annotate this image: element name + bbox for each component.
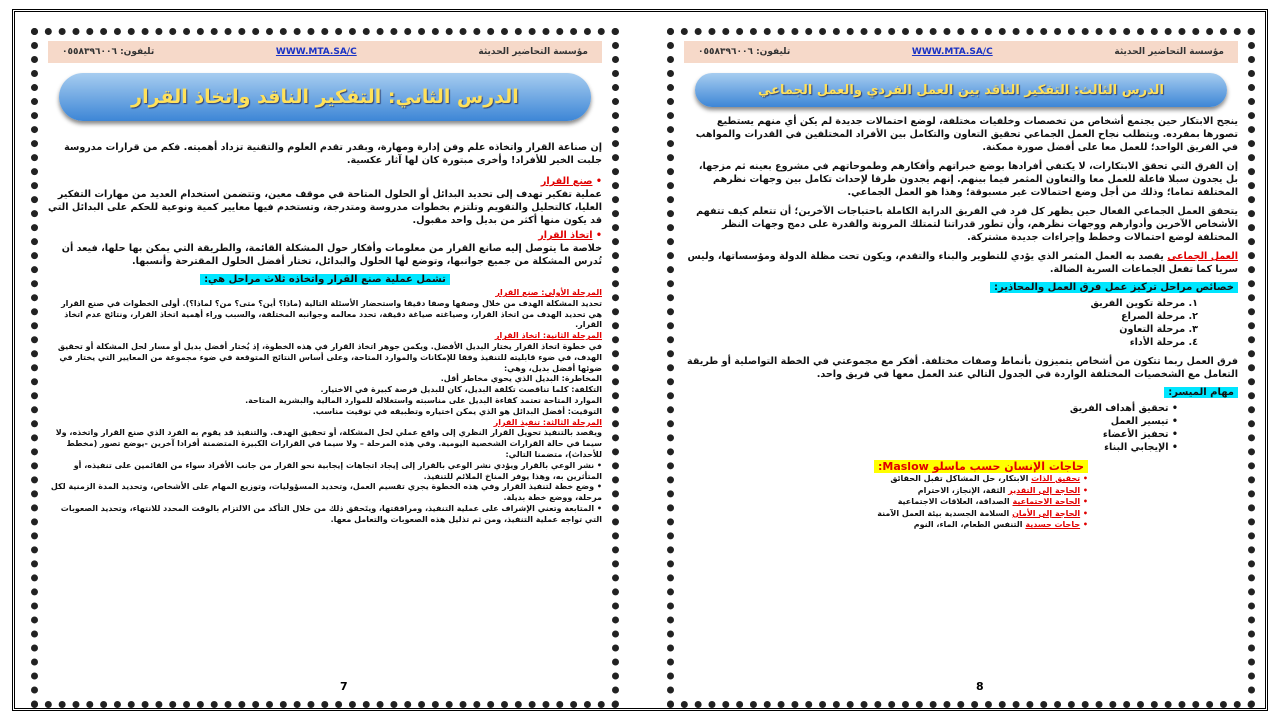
maslow-text: الابتكار، حل المشاكل تقبل الحقائق [890, 474, 1029, 483]
maslow-text: السلامة الجسدية بيئة العمل الآمنة [877, 508, 1010, 518]
maslow-list [684, 473, 1088, 531]
list-item-text: الإيجابي البناء [1104, 442, 1169, 453]
bullet-icon: • [594, 503, 602, 513]
lesson-title-banner [695, 73, 1227, 107]
definition-text: يقصد به العمل المثمر الذي يؤدي للتطوير والبناء والتقدم، ويكون تحت مظلة الدولة ومؤسساتها، وليس سريا كما تفعل الجماعات السرية الضالة. [687, 251, 1238, 275]
page-header [684, 41, 1238, 63]
bullet-icon: • [594, 460, 602, 470]
slide [12, 9, 1268, 711]
stages-heading: خصائص مراحل تركيز عمل فرق العمل والمحاذير: [990, 282, 1238, 293]
paragraph: ينجح الابتكار حين يجتمع أشخاص من تخصصات وخلفيات مختلفة، لوضع احتمالات جديدة لم يكن أي منهم يستطيع تصورها بمفرده. ويتطلب نجاح العمل الجماعي تحقيق التعاون والتكامل بين الأفراد المختلفين في القدرات والمواهب في الفريق الواحد؛ للعمل معا على أفضل صورة ممكنة. [695, 116, 1238, 153]
list-item-text: تحفيز الأعضاء [1102, 429, 1169, 440]
decision-making-text: عملية تفكير تهدف إلى تحديد البدائل أو الحلول المتاحة في موقف معين، وتتضمن استخدام العديد من مهارات التفكير العليا، كالتحليل والتقويم وتلتزم بخطوات مدروسة ومتدرجة، وتستخدم فيها معايير كمية ونوعية للحكم على البدائل التي قد يكون منها أكثر من بديل واحد مقبول. [48, 189, 602, 226]
bullet-icon: • [1080, 485, 1088, 495]
stage2-text: في خطوة اتخاذ القرار يختار البديل الأفضل. ويكمن جوهر اتخاذ القرار في هذه الخطوة، إذ يُختار أفضل بديل أو مسار لحل المشكلة أو تحقيق الهدف، في ضوء قابليته للتنفيذ وفقا للإمكانات والموارد المتاحة، وعلى أساس النتائج المتوقعة في ضوء مجموعة من المعايير التي يختار في ضوئها أفضل بديل، وهي: [57, 341, 602, 373]
list-item [684, 428, 1178, 441]
website-link[interactable]: WWW.MTA.SA/C [275, 47, 357, 57]
page-8 [667, 28, 1255, 708]
stages-list [684, 297, 1198, 349]
bullet-icon: • [594, 482, 602, 492]
stage3-bullet [48, 482, 602, 504]
stage3-text: ويقصد بالتنفيذ تحويل القرار النظري إلى واقع عملي لحل المشكلة، أو تحقيق الهدف. والتنفيذ قد يقوم به الفرد الذي صنع القرار واتخذه، ولا سيما في حالة القرارات الشخصية اليومية. وفي هذه المرحلة – ولا سيما في القرارات الكبيرة المتضمنة أفرادا آخرين -يوضع تصور (مخطط للأحداث)، متضمنا التالي: [55, 428, 602, 459]
maslow-text: الثقة، الإنجاز، الاحترام [917, 485, 1006, 495]
bullet-icon: • [1168, 429, 1178, 440]
criterion-item: المخاطرة: البديل الذي يحوي مخاطر أقل. [440, 374, 602, 384]
maslow-term: تحقيق الذات [1031, 474, 1081, 483]
bullet-icon: • [1080, 508, 1088, 518]
maslow-item [684, 473, 1088, 485]
list-item: ١. مرحلة تكوين الفريق [1090, 298, 1198, 309]
lesson-title-banner [59, 73, 591, 121]
definition-term: العمل الجماعي [1167, 251, 1238, 262]
lesson-title: الدرس الثالث: التفكير الناقد بين العمل الفردي والعمل الجماعي [757, 82, 1164, 98]
stage3-bullet [48, 461, 602, 483]
stage1-title: المرحلة الأولى: صنع القرار [495, 288, 602, 297]
org-name: مؤسسة التحاضير الحديثة [478, 47, 588, 57]
maslow-term: الحاجة إلى التقدير [1008, 485, 1081, 495]
stage2-title: المرحلة الثانية: اتخاذ القرار [494, 331, 602, 341]
org-name: مؤسسة التحاضير الحديثة [1114, 47, 1224, 57]
website-link[interactable]: WWW.MTA.SA/C [911, 47, 993, 57]
tasks-list [684, 402, 1178, 454]
paragraph: إن الفرق التي تحقق الابتكارات، لا يكتفي أفرادها بوضع خبراتهم وأفكارهم وطموحاتهم في مشروع بعينه ثم مزجها، بل يجدون سبلا فاعلة للعمل معا والتعاون المثمر فيما بينهم. إنهم يجدون طرقا لإحداث تكامل بين وجهات نظرهم المختلفة تماما؛ وذلك من أجل وضع احتمالات غير مسبوقة؛ وهذا هو العمل الجماعي. [698, 161, 1238, 198]
bullet-icon: • [595, 230, 602, 241]
stage3-title: المرحلة الثالثة: تنفيذ القرار [493, 417, 602, 427]
bullet-icon: • [1080, 474, 1088, 483]
maslow-heading: حاجات الإنسان حسب ماسلو Maslow: [874, 460, 1088, 473]
stage3-bullet-text: نشر الوعي بالقرار ويؤدي نشر الوعي بالقرار إلى إيجاد اتجاهات إيجابية نحو القرار من جانب الأفراد سواء من القائمين على تنفيذه، أو المتأثرين به، وهذا يوفر المناخ الملائم للتنفيذ. [73, 460, 602, 481]
maslow-term: حاجات جسدية [1025, 520, 1081, 529]
maslow-term: الحاجة إلى الأمان [1012, 508, 1081, 518]
bullet-icon: • [1168, 416, 1178, 427]
paragraph: يتحقق العمل الجماعي الفعال حين يظهر كل فرد في الفريق الدراية الكاملة باحتياجات الآخرين؛ أن تتعلم كيف تتفهم الأشخاص الآخرين وأدوارهم ووجهات نظرهم، وأن تطور قدراتنا لتمتلك المرونة والقدرة على دمج وجهات النظر المختلفة لوضع احتمالات وخطط وإجراءات جديدة مشتركة. [696, 206, 1238, 243]
criterion-item: التكلفة: كلما تناقصت تكلفة البديل، كان للبديل فرصة كبيرة في الاختيار. [320, 385, 602, 395]
stages-heading: تشمل عملية صنع القرار واتخاذه ثلاث مراحل هي: [200, 274, 450, 285]
phone-number: تليفون: ٠٥٥٨٣٩٦٠٠٦ [62, 47, 155, 57]
lesson-title: الدرس الثاني: التفكير الناقد واتخاذ القرار [131, 86, 519, 108]
phone-number: تليفون: ٠٥٥٨٣٩٦٠٠٦ [698, 47, 791, 57]
intro-paragraph: إن صناعة القرار واتخاذه علم وفن إدارة ومهارة، وبقدر تقدم العلوم والتقنية تزداد أهميته. فكم من قرارات مدروسة جلبت الخير للأفراد! وأخرى مبتورة كان لها آثار عكسية. [64, 142, 602, 166]
stage1-text: تحديد المشكلة الهدف من خلال وصفها وصفا دقيقا واستحضار الأسئلة التالية (ماذا؟ أين؟ متى؟ من؟ لماذا؟). أولى الخطوات في صنع القرار هي تحديد الهدف من اتخاذ القرار، وصياغته صياغة دقيقة، تحدد معالمه وجوانبه المختلفة، والسبب وراء أهمية اتخاذ القرار، ونتائج عدم اتخاذ القرار. [61, 298, 602, 330]
page-header [48, 41, 602, 63]
list-item: ٤. مرحلة الأداء [1129, 337, 1198, 348]
bullet-icon: • [1080, 497, 1088, 506]
tasks-heading: مهام الميسر: [1164, 387, 1238, 398]
list-item [684, 441, 1178, 454]
maslow-term: الحاجة الاجتماعية [1012, 497, 1081, 506]
decision-taking-text: خلاصة ما يتوصل إليه صانع القرار من معلومات وأفكار حول المشكلة القائمة، والطريقة التي يمكن بها حلها، فيعد أن تُدرس المشكلة من جميع جوانبها، وتوضع لها الحلول والبدائل، تختار أفضل الحلول المقترحة وأنسبها. [61, 243, 602, 267]
stage3-bullet-text: المتابعة وتعني الإشراف على عملية التنفيذ، ومرافقتها، ويتَحقق ذلك من خلال التأكد من الالتزام بالوقت المحدد للانتهاء، وتحديد الصعوبات التي تواجه عملية التنفيذ، ومن ثم تذليل هذه الصعوبات والتعامل معها. [60, 503, 602, 524]
maslow-item [684, 508, 1088, 520]
maslow-text: الصداقة، العلاقات الاجتماعية [897, 497, 1010, 506]
criterion-item: التوقيت: أفضل البدائل هو الذي يمكن اختياره وتطبيقه في توقيت مناسب. [312, 406, 602, 416]
maslow-text: التنفس الطعام، الماء، النوم [913, 520, 1023, 529]
bullet-icon: • [1080, 520, 1088, 529]
heading-decision-taking: اتخاذ القرار [538, 230, 593, 241]
list-item-text: تيسير العمل [1110, 416, 1169, 427]
paragraph: فرق العمل ربما تتكون من أشخاص يتميزون بأنماط وصفات مختلفة. أفكر مع مجموعتي في الخطة التواصلية أو طريقة التعامل مع الشخصيات المختلفة الواردة في الجدول التالي عند العمل معها في فريق واحد. [687, 356, 1238, 380]
stage3-bullet-text: وضع خطة لتنفيذ القرار وفي هذه الخطوة يجري تقسيم العمل، وتحديد المسؤوليات، وتوزيع المهام على الأشخاص، وتحديد المدة الزمنية لكل مرحلة، ووضع خطة بديلة. [50, 482, 602, 503]
stage3-bullet [48, 504, 602, 526]
criterion-item: الموارد المتاحة تعتمد كفاءة البديل على مناسبته واستغلاله للموارد المالية والبشرية المتاحة. [245, 395, 602, 405]
list-item [684, 402, 1178, 415]
maslow-item [684, 485, 1088, 497]
heading-decision-making: صنع القرار [540, 176, 593, 187]
list-item: ٣. مرحلة التعاون [1119, 324, 1198, 335]
page-7 [31, 28, 619, 708]
bullet-icon: • [1168, 403, 1178, 414]
list-item [684, 415, 1178, 428]
maslow-item [684, 519, 1088, 531]
maslow-item [684, 496, 1088, 508]
list-item: ٢. مرحلة الصراع [1121, 311, 1198, 322]
bullet-icon: • [595, 176, 602, 187]
list-item-text: تحقيق أهداف الفريق [1069, 403, 1169, 414]
bullet-icon: • [1168, 442, 1178, 453]
page-number: 7 [340, 680, 348, 693]
page-number: 8 [976, 680, 984, 693]
